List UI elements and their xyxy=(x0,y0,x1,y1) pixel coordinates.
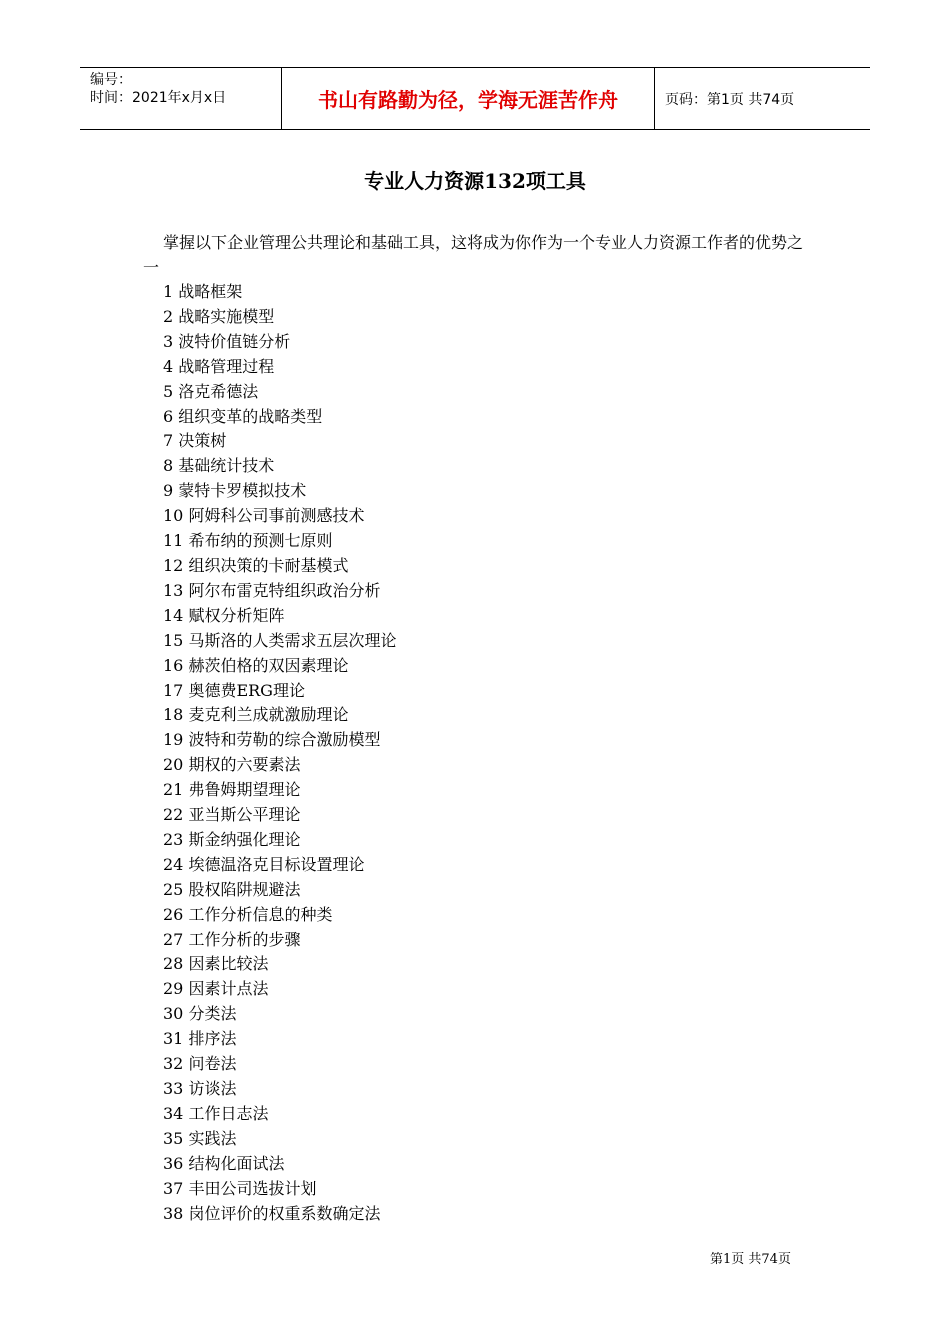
list-item: 12 组织决策的卡耐基模式 xyxy=(163,555,349,575)
code-label: 编号： xyxy=(90,72,132,88)
list-item: 19 波特和劳勒的综合激励模型 xyxy=(163,730,381,750)
list-item: 25 股权陷阱规避法 xyxy=(163,879,301,899)
list-item: 22 亚当斯公平理论 xyxy=(163,805,301,825)
list-item: 7 决策树 xyxy=(163,431,227,451)
list-item: 9 蒙特卡罗模拟技术 xyxy=(163,481,307,501)
list-item: 37 丰田公司选拔计划 xyxy=(163,1178,317,1198)
tool-list xyxy=(163,280,396,1226)
list-item: 2 战略实施模型 xyxy=(163,306,275,326)
list-item: 17 奥德费ERG理论 xyxy=(163,680,305,700)
list-item: 27 工作分析的步骤 xyxy=(163,929,301,949)
list-item: 4 战略管理过程 xyxy=(163,356,275,376)
list-item: 15 马斯洛的人类需求五层次理论 xyxy=(163,630,397,650)
list-item: 21 弗鲁姆期望理论 xyxy=(163,780,301,800)
intro-paragraph: 掌握以下企业管理公共理论和基础工具，这将成为你作为一个专业人力资源工作者的优势之一 xyxy=(143,233,804,277)
list-item: 18 麦克利兰成就激励理论 xyxy=(163,705,349,725)
date-label: 时间：2021年x月x日 xyxy=(90,90,227,106)
document-title: 专业人力资源132项工具 xyxy=(364,169,586,193)
list-item: 31 排序法 xyxy=(163,1029,237,1049)
list-item: 28 因素比较法 xyxy=(163,954,269,974)
list-item: 30 分类法 xyxy=(163,1004,237,1024)
list-item: 13 阿尔布雷克特组织政治分析 xyxy=(163,580,381,600)
list-item: 14 赋权分析矩阵 xyxy=(163,605,285,625)
list-item: 3 波特价值链分析 xyxy=(163,331,291,351)
list-item: 32 问卷法 xyxy=(163,1054,237,1074)
page-footer: 第1页 共74页 xyxy=(710,1252,791,1267)
list-item: 35 实践法 xyxy=(163,1128,237,1148)
list-item: 11 希布纳的预测七原则 xyxy=(163,531,333,551)
list-item: 34 工作日志法 xyxy=(163,1103,269,1123)
list-item: 16 赫茨伯格的双因素理论 xyxy=(163,655,349,675)
list-item: 6 组织变革的战略类型 xyxy=(163,406,323,426)
list-item: 1 战略框架 xyxy=(163,282,243,301)
header-page-info: 页码：第1页 共74页 xyxy=(665,91,795,108)
list-item: 5 洛克希德法 xyxy=(163,381,259,401)
list-item: 36 结构化面试法 xyxy=(163,1153,285,1173)
list-item: 10 阿姆科公司事前测感技术 xyxy=(163,506,365,526)
list-item: 26 工作分析信息的种类 xyxy=(163,904,333,924)
header-motto: 书山有路勤为径，学海无涯苦作舟 xyxy=(282,68,655,129)
page-header xyxy=(80,67,870,130)
list-item: 33 访谈法 xyxy=(163,1079,237,1098)
list-item: 8 基础统计技术 xyxy=(163,456,275,476)
list-item: 23 斯金纳强化理论 xyxy=(163,829,301,849)
list-item: 38 岗位评价的权重系数确定法 xyxy=(163,1203,381,1223)
list-item: 24 埃德温洛克目标设置理论 xyxy=(163,854,365,874)
list-item: 20 期权的六要素法 xyxy=(163,755,301,775)
header-meta xyxy=(80,68,282,129)
list-item: 29 因素计点法 xyxy=(163,979,269,999)
